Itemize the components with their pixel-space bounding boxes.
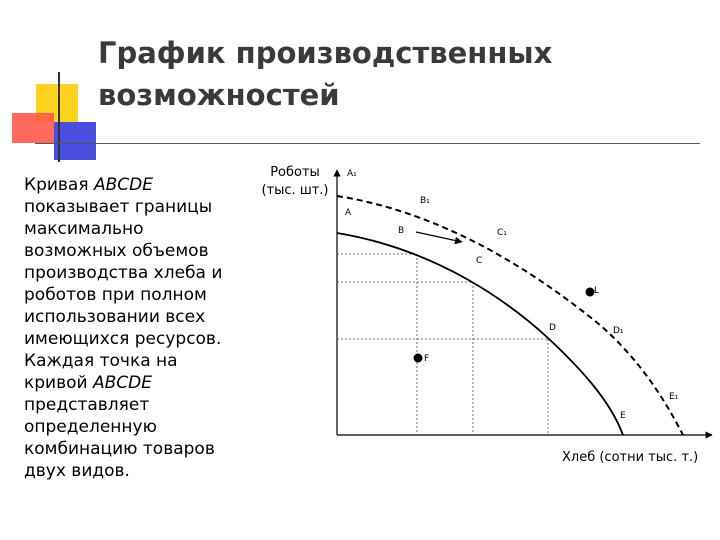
label-c: C — [476, 256, 483, 266]
point-f — [414, 354, 423, 363]
label-a: A — [345, 208, 352, 218]
description-part2: показывает границы максимально возможных объемов производства хлеба и роботов при полном использовании всех имеющихся ресурсов. Каждая точка на кривой — [24, 197, 223, 393]
label-d1: D₁ — [613, 326, 624, 336]
x-axis-label: Хлеб (сотни тыс. т.) — [562, 450, 699, 465]
description-part3: представляет определенную комбинацию товаров двух видов. — [24, 395, 215, 481]
label-c1: C₁ — [497, 228, 507, 238]
curve-name-2: ABCDE — [92, 373, 152, 393]
label-d: D — [549, 323, 556, 333]
description-part1: Кривая — [24, 175, 94, 195]
slide-title-line1: График производственных — [98, 36, 553, 70]
label-e1: E₁ — [669, 392, 679, 402]
curve-a1b1c1d1e1 — [337, 196, 683, 435]
label-l: L — [594, 286, 600, 296]
y-axis-label-line1: Роботы — [270, 165, 320, 180]
label-e: E — [620, 411, 626, 421]
slide-title-line2: возможностей — [98, 78, 340, 112]
label-a1: A₁ — [347, 169, 357, 179]
label-b: B — [398, 226, 405, 236]
label-b1: B₁ — [420, 196, 430, 206]
guide-lines — [337, 254, 548, 435]
y-axis-label-line2: (тыс. шт.) — [261, 183, 329, 198]
label-f: F — [424, 354, 430, 364]
curve-name-1: ABCDE — [93, 175, 153, 195]
